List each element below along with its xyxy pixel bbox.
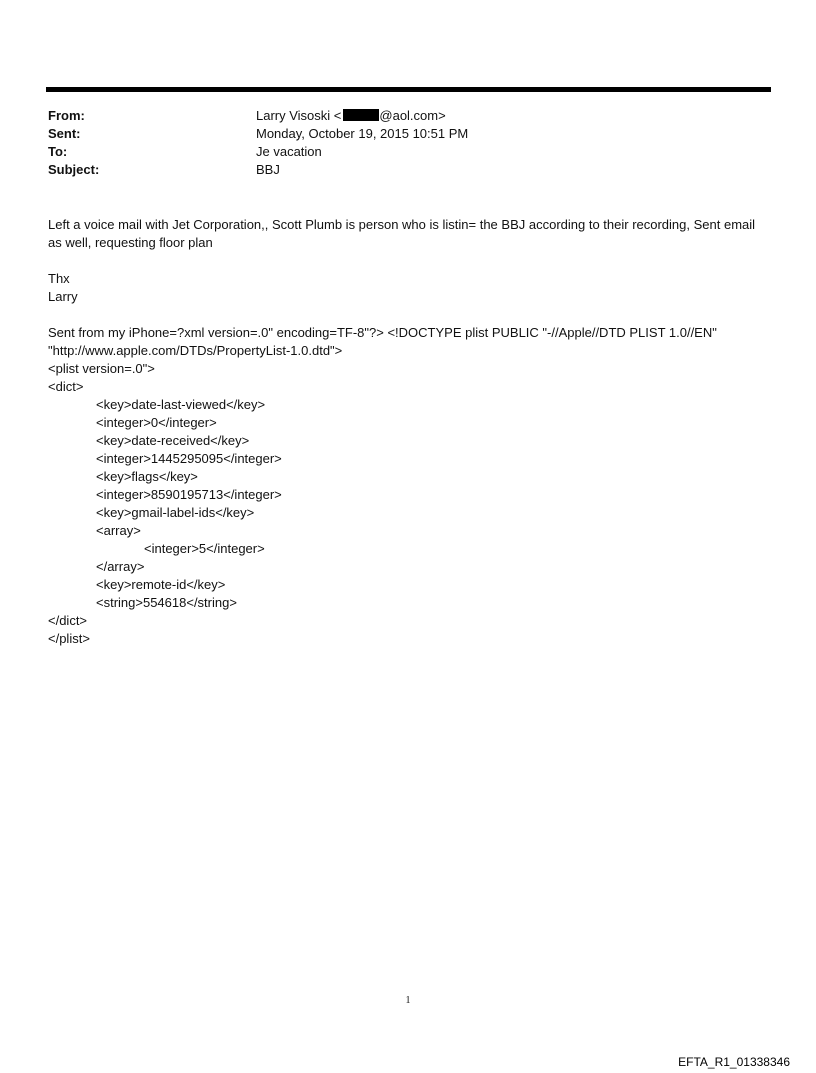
plist-entry: <integer>1445295095</integer> <box>96 451 282 466</box>
subject-value: BBJ <box>256 162 280 177</box>
from-value <box>256 107 748 125</box>
closing: Thx <box>48 271 70 286</box>
email-header <box>48 107 748 179</box>
header-divider <box>46 87 771 92</box>
dict-open: <dict> <box>48 379 84 394</box>
sent-value: Monday, October 19, 2015 10:51 PM <box>256 126 469 141</box>
plist-entry: <key>flags</key> <box>96 469 198 484</box>
email-body <box>48 216 763 648</box>
sent-label: Sent: <box>48 126 81 141</box>
sent-from-line: Sent from my iPhone=?xml version=.0" encoding=TF-8"?> <!DOCTYPE plist PUBLIC "-//Apple//DTD PLIST 1.0//EN" "http://www.apple.com/DTDs/PropertyList-1.0.dtd"> <box>48 325 717 358</box>
plist-entry: <integer>0</integer> <box>96 415 217 430</box>
plist-entry: <key>gmail-label-ids</key> <box>96 505 255 520</box>
plist-entry: <array> <box>96 523 141 538</box>
to-row <box>48 143 748 161</box>
signature: Larry <box>48 289 78 304</box>
redaction-box <box>343 109 379 121</box>
from-label: From: <box>48 108 85 123</box>
plist-entry: <key>date-received</key> <box>96 433 250 448</box>
plist-entry: <key>remote-id</key> <box>96 577 226 592</box>
plist-entry: <string>554618</string> <box>96 595 237 610</box>
sender-domain: @aol.com> <box>379 108 446 123</box>
subject-label: Subject: <box>48 162 100 177</box>
plist-entry: </array> <box>96 559 145 574</box>
sender-name: Larry Visoski < <box>256 108 342 123</box>
plist-open: <plist version=.0"> <box>48 361 155 376</box>
from-row <box>48 107 748 125</box>
page-number: 1 <box>405 995 411 1006</box>
plist-entry: <integer>8590195713</integer> <box>96 487 282 502</box>
to-value: Je vacation <box>256 144 322 159</box>
sent-row <box>48 125 748 143</box>
body-paragraph: Left a voice mail with Jet Corporation,, Scott Plumb is person who is listin= the BBJ according to their recording, Sent email as well, requesting floor plan <box>48 217 756 250</box>
dict-close: </dict> <box>48 613 88 628</box>
subject-row <box>48 161 748 179</box>
plist-close: </plist> <box>48 631 90 646</box>
plist-array-item: <integer>5</integer> <box>144 541 265 556</box>
to-label: To: <box>48 144 68 159</box>
plist-entry: <key>date-last-viewed</key> <box>96 397 266 412</box>
bates-number: EFTA_R1_01338346 <box>678 1055 790 1069</box>
